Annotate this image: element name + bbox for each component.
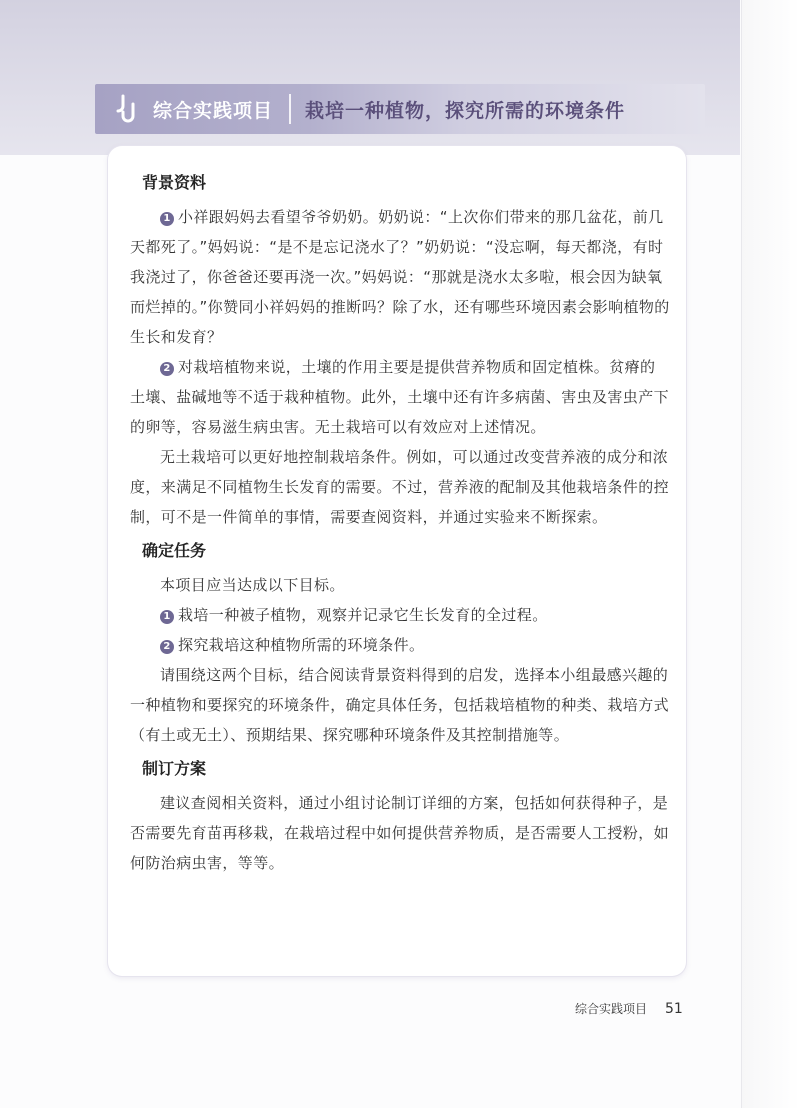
number-badge: 2 [160,362,174,376]
number-badge: 2 [160,640,174,654]
plan-paragraph: 建议查阅相关资料，通过小组讨论制订详细的方案，包括如何获得种子，是否需要先育苗再移栽，在栽培过程中如何提供营养物质，是否需要人工授粉，如何防治病虫害，等等。 [130,794,670,872]
background-text-1: 小祥跟妈妈去看望爷爷奶奶。奶奶说：“上次你们带来的那几盆花，前几天都死了。”妈妈说：“是不是忘记浇水了？”奶奶说：“没忘啊，每天都浇，有时我浇过了，你爸爸还要再浇一次。”妈妈说：“那就是浇水太多啦，根会因为缺氧而烂掉的。”你赞同小祥妈妈的推断吗？除了水，还有哪些环境因素会影响植物的生长和发育？ [130,208,670,346]
page-edge [741,0,800,1108]
task-paragraph: 请围绕这两个目标，结合阅读背景资料得到的启发，选择本小组最感兴趣的一种植物和要探究的环境条件，确定具体任务，包括栽培植物的种类、栽培方式（有土或无土）、预期结果、探究哪种环境条件及其控制措施等。 [130,666,670,744]
project-title: 栽培一种植物，探究所需的环境条件 [305,99,626,122]
project-icon [113,94,143,124]
section-type-title: 综合实践项目 [153,99,274,122]
heading-task: 确定任务 [142,541,207,560]
background-paragraph-3: 无土栽培可以更好地控制栽培条件。例如，可以通过改变营养液的成分和浓度，来满足不同植物生长发育的需要。不过，营养液的配制及其他栽培条件的控制，可不是一件简单的事情，需要查阅资料，并通过实验来不断探索。 [130,448,670,526]
background-text-2: 对栽培植物来说，土壤的作用主要是提供营养物质和固定植株。贫瘠的土壤、盐碱地等不适于栽种植物。此外，土壤中还有许多病菌、害虫及害虫产下的卵等，容易滋生病虫害。无土栽培可以有效应对上述情况。 [130,358,670,436]
title-bar [95,84,705,134]
content-body [130,170,670,878]
goal-text-2: 探究栽培这种植物所需的环境条件。 [178,636,425,654]
background-paragraph-2 [130,352,670,442]
title-divider [289,94,291,124]
page-number: 51 [665,1000,683,1017]
task-intro: 本项目应当达成以下目标。 [160,576,345,594]
footer-label: 综合实践项目 [575,1002,648,1016]
heading-background: 背景资料 [142,173,207,192]
number-badge: 1 [160,610,174,624]
heading-plan: 制订方案 [142,759,207,778]
task-goal-1 [160,600,670,630]
number-badge: 1 [160,212,174,226]
task-goal-2 [160,630,670,660]
goal-text-1: 栽培一种被子植物，观察并记录它生长发育的全过程。 [178,606,548,624]
background-paragraph-1 [130,202,670,352]
page-footer [575,1000,683,1017]
